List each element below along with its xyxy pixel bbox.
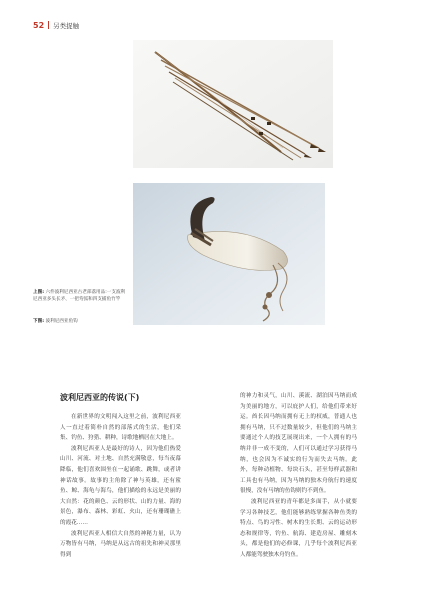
- paragraph: 波利尼西亚人是最好的诗人，因为他们热爱山川、河流、对土地、自然充满敬意，每当夜幕降临，他们喜欢围坐在一起诵歌、跳舞，或者讲神话故事。故事的主角除了神与英雄，还有鲨鱼、鲸、海龟与海鸟，他们描绘的永远是美丽的大自然：花的颜色、云的形状、山的力量、海的景色，瀑布、森林、彩虹、火山，还有珊瑚礁上的霞花……: [60, 445, 181, 526]
- caption-text-bottom: 波利尼西亚鱼钩: [45, 319, 78, 324]
- paragraph: 波利尼西亚的青年都是多面手，从小就要学习各种技艺，他们能够熟练掌握各种鱼类的特点、鸟的习性、树木的生长期、云的运动形态和规律等，钓鱼、航海、建造房屋、雕刻木头，都是他们的必修课，几乎每个波利尼西亚人都能驾驶独木舟钓鱼。: [240, 498, 357, 558]
- caption-text-top: 六件波利尼西亚古老部落用品:一支波利尼西亚多头长矛、一把弯弧和四支捕鱼竹竿: [33, 290, 126, 302]
- fish-hook-photo: [133, 183, 325, 325]
- page-number: 52: [33, 20, 45, 30]
- top-photo-caption: [33, 289, 128, 303]
- header-divider: [48, 21, 49, 29]
- paragraph: 波利尼西亚人相信大自然的神秘力量，认为万物皆有马纳，马纳是从远古的祖先和神灵那里得到: [60, 530, 181, 558]
- bottom-photo-caption: [33, 318, 128, 325]
- caption-label-top: 上图:: [33, 290, 45, 295]
- fish-hook-illustration: [133, 183, 325, 325]
- caption-label-bottom: 下图:: [33, 319, 45, 324]
- page-header: [33, 19, 79, 31]
- article-title: 波利尼西亚的传说(下): [60, 393, 140, 402]
- spear-and-rods-photo: [133, 40, 333, 168]
- paragraph: 在新世界的文明闯入这里之前，波利尼西亚人一直过着简朴自然的部落式的生活，他们采集、钓鱼、狩猎、耕种，诗歌地栖居在大地上。: [60, 414, 181, 442]
- section-title: 另类捉触: [53, 21, 80, 30]
- paragraph: 的神力和灵气，山川、溪流、湖泊因马纳而成为美丽的地方，可以庇护人们，给他们带来好运。酋长因马纳而拥有无上的权威，普通人也拥有马纳，只不过数量较少，但他们的马纳主要通过个人的技艺展现出来，一个人拥有的马纳并非一成不变的，人们可以通过学习获得马纳，也会因为不诚实的行为而失去马纳。此外，每种动植物、每块石头，甚至每样武器和工具也有马纳，因为马纳的独木舟航行的速度很慢，没有马纳的鱼钩则钓不到鱼。: [240, 393, 357, 495]
- article-column-right: [240, 391, 357, 561]
- spears-illustration: [133, 40, 333, 168]
- article-column-left: [60, 412, 181, 560]
